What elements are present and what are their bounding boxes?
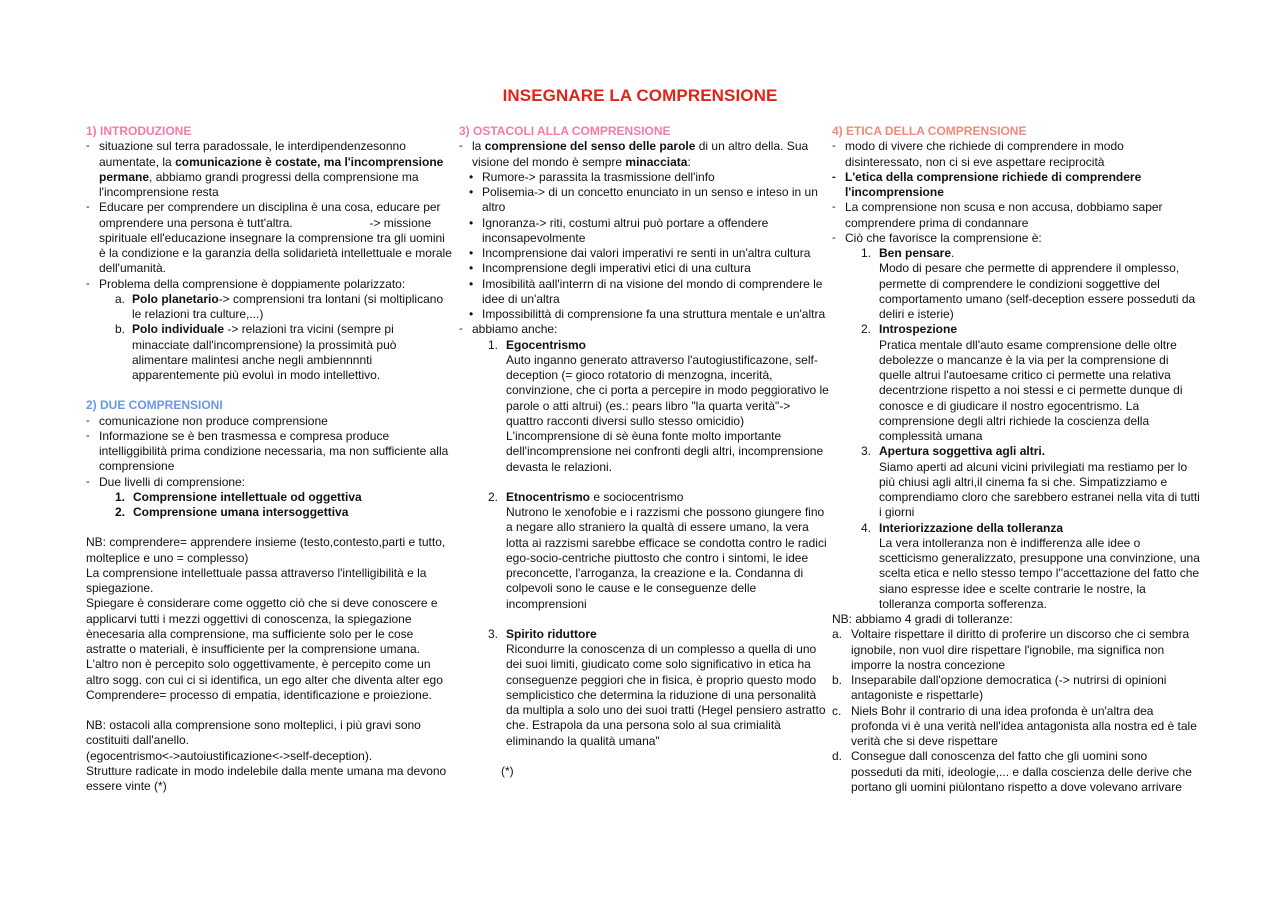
- list-item: - Due livelli di comprensione:: [86, 474, 246, 489]
- list-item: - modo di vivere che richiede di comprendere in modo disinteressato, non ci si eve aspettare reciprocità: [832, 139, 1124, 169]
- nb-paragraph: NB: comprendere= apprendere insieme (testo,contesto,parti e tutto, molteplice e uno = complesso): [86, 535, 446, 565]
- column-ostacoli: [459, 124, 829, 779]
- lettered-item: d. Consegue dall conoscenza del fatto che gli uomini sono posseduti da miti, ideologie,... e dalla coscienza delle derive che portano gli uomini piùlontano rispetto a dove volevano arrivare: [832, 749, 1192, 794]
- bullet-item: • Incomprensione dai valori imperativi re senti in un'altra cultura: [469, 246, 811, 260]
- column-etica: [832, 124, 1200, 795]
- nb-paragraph: NB: ostacoli alla comprensione sono molteplici, i più gravi sono costituiti dall'anello.: [86, 718, 421, 748]
- numbered-item-text: Ricondurre la conoscenza di un complesso a quella di uno dei suoi limiti, giudicato come solo significativo in etica ha conseguenze peggiori che in fisica, è proprio questo modo semplicistico che determina la riduzione di una personalità da multipla a solo uno dei suoi tratti (Hegel pensiero astratto che. Estrapola da una persona solo al sua crimialità eliminando la qualità umana": [506, 642, 826, 748]
- numbered-item: 2. Introspezione: [861, 322, 958, 337]
- column-introduzione: [86, 124, 456, 794]
- section-heading-ostacoli: 3) OSTACOLI ALLA COMPRENSIONE: [459, 124, 671, 138]
- list-item: - comunicazione non produce comprensione: [86, 413, 328, 428]
- bullet-item: • Incomprensione degli imperativi etici di una cultura: [469, 261, 751, 276]
- section-heading-introduzione: 1) INTRODUZIONE: [86, 124, 192, 138]
- paragraph: L'altro non è percepito solo oggettivamente, è percepito come un altro sogg. con cui ci si identifica, un ego alter che diventa alter ego: [86, 657, 443, 687]
- dash-bullet: -: [86, 140, 90, 153]
- paragraph: Spiegare è considerare come oggetto ciò che si deve conoscere e applicarvi tutti i mezzi oggettivi di conoscenza, la spiegazione ènecesaria alla comprensione, ma sufficiente solo per le cose astratte o materiali, è insufficiente per la comprensione umana.: [86, 596, 438, 656]
- numbered-item: 1. Egocentrismo: [488, 337, 587, 352]
- numbered-item-text: Auto inganno generato attraverso l'autogiustificazone, self-deception (= gioco rotatorio di menzogna, incerità, convinzione, che ci porta a percepire in modo peggiorativo le parole o atti altrui) (es.: pears libro "la quarta verità"-> quattro racconti diversi sullo stesso omicidio): [506, 352, 829, 428]
- bullet-item: • Ignoranza-> riti, costumi altrui può portare a offendere inconsapevolmente: [469, 215, 769, 245]
- list-item: - la comprensione del senso delle parole di un altro della. Sua visione del mondo è sempre minacciata:: [459, 139, 809, 169]
- numbered-item: 4. Interiorizzazione della tolleranza: [861, 520, 1064, 535]
- numbered-item: 2. Etnocentrismo e sociocentrismo: [488, 489, 684, 504]
- bullet-item: • Imosibilità aall'interrn di na visione del mondo di comprendere le idee di un'altra: [469, 276, 823, 306]
- paragraph: (egocentrismo<->autoiustificazione<->self-deception).: [86, 748, 373, 763]
- numbered-item-text: Modo di pesare che permette di apprendere il omplesso, permette di comprendere le condizioni soggettive del comportamento umano (self-deception essere posseduti da deliri e isterie): [879, 261, 1196, 321]
- list-item: - Problema della comprensione è doppiamente polarizzato:: [86, 276, 406, 291]
- list-item-b: b. Polo individuale -> relazioni tra vicini (sempre pi minacciate dall'incomprensione) la prossimità può alimentare malintesi anche negli ambiennnnti apparentemente più evoluì in modo intellettivo.: [115, 322, 397, 382]
- lettered-item: b. Inseparabile dall'opzione democratica (-> nutrirsi di opinioni antagoniste e rispettarle): [832, 673, 1167, 703]
- dash-bullet: -: [86, 277, 90, 290]
- numbered-item-text: Pratica mentale dll'auto esame comprensione delle oltre debolezze o mancanze è la via per la comprensione di quelle altrui l'autoesame critico ci permette una relativa decentrzione rispetto a noi stessi e ci permette dunque di conosce e di giudicare il nostro egocentrismo. La comprensione degli altri richiede la coscienza della complessità umana: [879, 337, 1183, 443]
- section-heading-etica: 4) ETICA DELLA COMPRENSIONE: [832, 124, 1027, 138]
- lettered-item: a. Voltaire rispettare il diritto di proferire un discorso che ci sembra ignobile, non vuol dire rispettare l'ignobile, ma significa non imporre la nostra concezione: [832, 627, 1190, 672]
- paragraph: La comprensione intellettuale passa attraverso l'intelligibilità e la spiegazione.: [86, 565, 427, 595]
- lettered-item: c. Niels Bohr il contrario di una idea profonda è un'altra dea profonda vi è una verità nell'idea antagonista alla nostra ed è tale verità che si deve rispettare: [832, 703, 1197, 748]
- list-item-a: a. Polo planetario-> comprensioni tra lontani (si moltiplicano le relazioni tra culture,...): [115, 291, 444, 321]
- paragraph: Strutture radicate in modo indelebile dalla mente umana ma devono essere vinte (*): [86, 763, 447, 793]
- footnote-mark: (*): [501, 763, 514, 778]
- numbered-item: 3. Apertura soggettiva agli altri.: [861, 444, 1046, 459]
- dash-bullet: -: [86, 201, 90, 214]
- nb-paragraph: NB: abbiamo 4 gradi di tolleranze:: [832, 612, 1013, 626]
- numbered-item-text: La vera intolleranza non è indifferenza alle idee o scetticismo generalizzato, presuppone una convinzione, una scelta etica e nello stesso tempo l''accettazione del fatto che siano espresse idee e scelte contrarie le nostre, la tolleranza comporta sofferenza.: [879, 535, 1200, 611]
- numbered-item: 1. Comprensione intellettuale od oggettiva: [115, 489, 362, 504]
- bullet-item: • Polisemia-> di un concetto enunciato in un senso e inteso in un altro: [469, 185, 818, 215]
- list-item: - Educare per comprendere un disciplina è una cosa, educare per omprendere una persona è tutt'altra. -> missione spirituale ell'educazione insegnare la comprensione tra gli uomini è la condizione e la garanzia della solidarietà intellettuale e morale dell'umanità.: [86, 200, 456, 276]
- numbered-item-text: L'incomprensione di sè èuna fonte molto importante dell'incomprensione nei confronti degli altri, incomprensione devasta le relazioni.: [506, 429, 824, 474]
- numbered-item: 1. Ben pensare.: [861, 246, 955, 260]
- list-item: - abbiamo anche:: [459, 322, 558, 337]
- paragraph: Comprendere= processo di empatia, identificazione e proiezione.: [86, 687, 432, 702]
- list-item: - La comprensione non scusa e non accusa, dobbiamo saper comprendere prima di condannare: [832, 200, 1163, 230]
- bullet-item: • Rumore-> parassita la trasmissione dell'info: [469, 169, 715, 184]
- list-item: - Informazione se è ben trasmessa e compresa produce intelliggibilità prima condizione necessaria, ma non sufficiente alla comprensione: [86, 428, 449, 474]
- list-item: - Ciò che favorisce la comprensione è:: [832, 230, 1042, 245]
- numbered-item: 2. Comprensione umana intersoggettiva: [115, 505, 349, 519]
- numbered-item-text: Nutrono le xenofobie e i razzismi che possono giungere fino a negare allo straniero la qualtà di essere umano, la vera lotta ai razzismi sarebbe efficace se condotta contro le radici ego-socio-centriche piuttosto che contro i sintomi, le idee preconcette, l'arroganza, la creazione e la. Condanna di colpevoli sono le cause e le conseguenze delle incomprensioni: [506, 505, 827, 611]
- numbered-item: 3. Spirito riduttore: [488, 626, 597, 641]
- list-item: - L'etica della comprensione richiede di comprendere l'incomprensione: [832, 169, 1142, 199]
- numbered-item-text: Siamo aperti ad alcuni vicini privilegiati ma restiamo per lo più chiusi agli altri,il cinema fa si che. Simpatizziamo e comprendiamo cloro che sarebbero estranei nella vita di tutti i giorni: [879, 459, 1200, 520]
- list-item: - situazione sul terra paradossale, le interdipendenzesonno aumentate, la comunicazione è costate, ma l'incomprensione permane, abbiamo grandi progressi della comprensione ma l'incomprensione resta: [86, 139, 444, 199]
- section-heading-due-comprensioni: 2) DUE COMPRENSIONI: [86, 398, 223, 413]
- bullet-item: • Impossibilittà di comprensione fa una struttura mentale e un'altra: [469, 307, 826, 321]
- page-title: INSEGNARE LA COMPRENSIONE: [502, 86, 778, 105]
